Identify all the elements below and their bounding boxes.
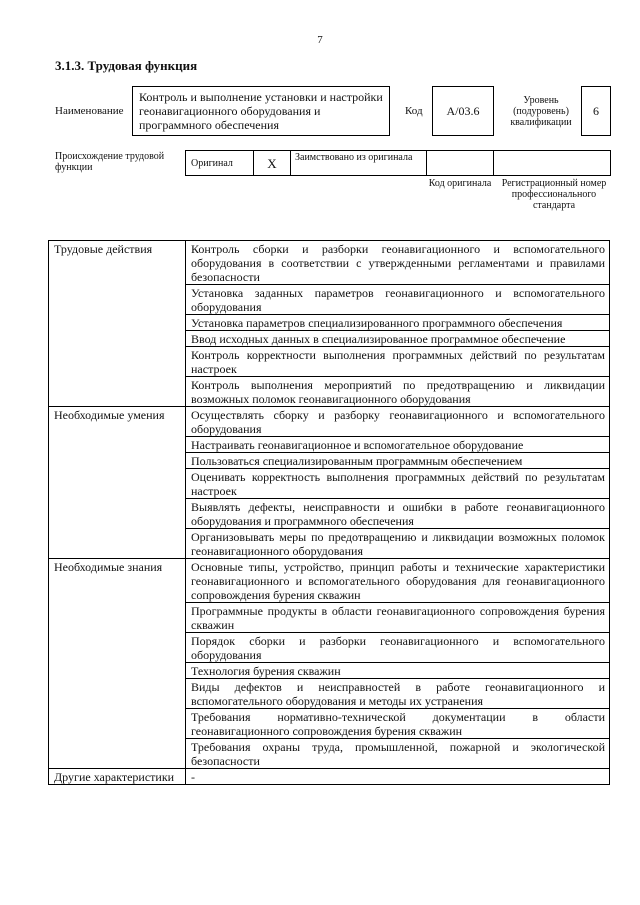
- item-cell: Выявлять дефекты, неисправности и ошибки в работе геонавигационного оборудования и программного обеспечения: [186, 499, 610, 529]
- category-cell: Необходимые знания: [49, 559, 186, 769]
- item-cell: Требования нормативно-технической документации в области геонавигационного сопровождения бурения скважин: [186, 709, 610, 739]
- item-cell: Пользоваться специализированным программным обеспечением: [186, 453, 610, 469]
- item-cell: Программные продукты в области геонавигационного сопровождения бурения скважин: [186, 603, 610, 633]
- item-cell: Технология бурения скважин: [186, 663, 610, 679]
- function-name-box: Контроль и выполнение установки и настройки геонавигационного оборудования и программного обеспечения: [132, 86, 390, 136]
- original-mark-cell: [254, 150, 291, 176]
- level-label: Уровень (подуровень) квалификации: [510, 95, 572, 128]
- code-label: Код: [405, 105, 423, 117]
- section-title: 3.1.3. Трудовая функция: [55, 58, 198, 73]
- origin-label: Происхождение трудовой функции: [55, 151, 165, 173]
- code-original-label: Код оригинала: [428, 178, 492, 189]
- original-label: Оригинал: [191, 157, 233, 169]
- item-cell: Требования охраны труда, промышленной, пожарной и экологической безопасности: [186, 739, 610, 769]
- table-row: [49, 769, 610, 785]
- item-cell: Порядок сборки и разборки геонавигационного и вспомогательного оборудования: [186, 633, 610, 663]
- qualification-level-box: 6: [581, 86, 611, 136]
- item-cell: Ввод исходных данных в специализированное программное обеспечение: [186, 331, 610, 347]
- item-cell: Настраивать геонавигационное и вспомогательное оборудование: [186, 437, 610, 453]
- table-row: [49, 559, 610, 603]
- item-cell: Осуществлять сборку и разборку геонавигационного и вспомогательного оборудования: [186, 407, 610, 437]
- function-code-box: А/03.6: [432, 86, 494, 136]
- reg-number-label: Регистрационный номер профессионального стандарта: [501, 178, 607, 211]
- category-cell: Другие характеристики: [49, 769, 186, 785]
- item-cell: Установка заданных параметров геонавигационного и вспомогательного оборудования: [186, 285, 610, 315]
- reg-number-cell: [494, 150, 611, 176]
- item-cell: Установка параметров специализированного программного обеспечения: [186, 315, 610, 331]
- item-cell: Контроль выполнения мероприятий по предотвращению и ликвидации возможных поломок геонавигационного оборудования: [186, 377, 610, 407]
- item-cell: Контроль сборки и разборки геонавигационного и вспомогательного оборудования в соответствии с утвержденными регламентами и правилами безопасности: [186, 241, 610, 285]
- item-cell: Организовывать меры по предотвращению и ликвидации возможных поломок геонавигационного оборудования: [186, 529, 610, 559]
- origin-grid: [185, 150, 611, 176]
- category-cell: Необходимые умения: [49, 407, 186, 559]
- name-label: Наименование: [55, 105, 124, 117]
- item-cell: -: [186, 769, 610, 785]
- function-details-table: [48, 240, 610, 785]
- table-row: [49, 241, 610, 285]
- page-number: 7: [317, 34, 323, 46]
- borrowed-label: Заимствовано из оригинала: [295, 152, 413, 163]
- item-cell: Контроль корректности выполнения программных действий по результатам настроек: [186, 347, 610, 377]
- code-original-cell: [427, 150, 494, 176]
- item-cell: Оценивать корректность выполнения программных действий по результатам настроек: [186, 469, 610, 499]
- item-cell: Основные типы, устройство, принцип работы и технические характеристики геонавигационного и вспомогательного оборудования для геонавигационного сопровождения бурения скважин: [186, 559, 610, 603]
- item-cell: Виды дефектов и неисправностей в работе геонавигационного и вспомогательного оборудования и методы их устранения: [186, 679, 610, 709]
- borrowed-cell: [291, 150, 427, 176]
- table-row: [49, 407, 610, 437]
- original-cell: [185, 150, 254, 176]
- original-mark: X: [267, 155, 277, 171]
- category-cell: Трудовые действия: [49, 241, 186, 407]
